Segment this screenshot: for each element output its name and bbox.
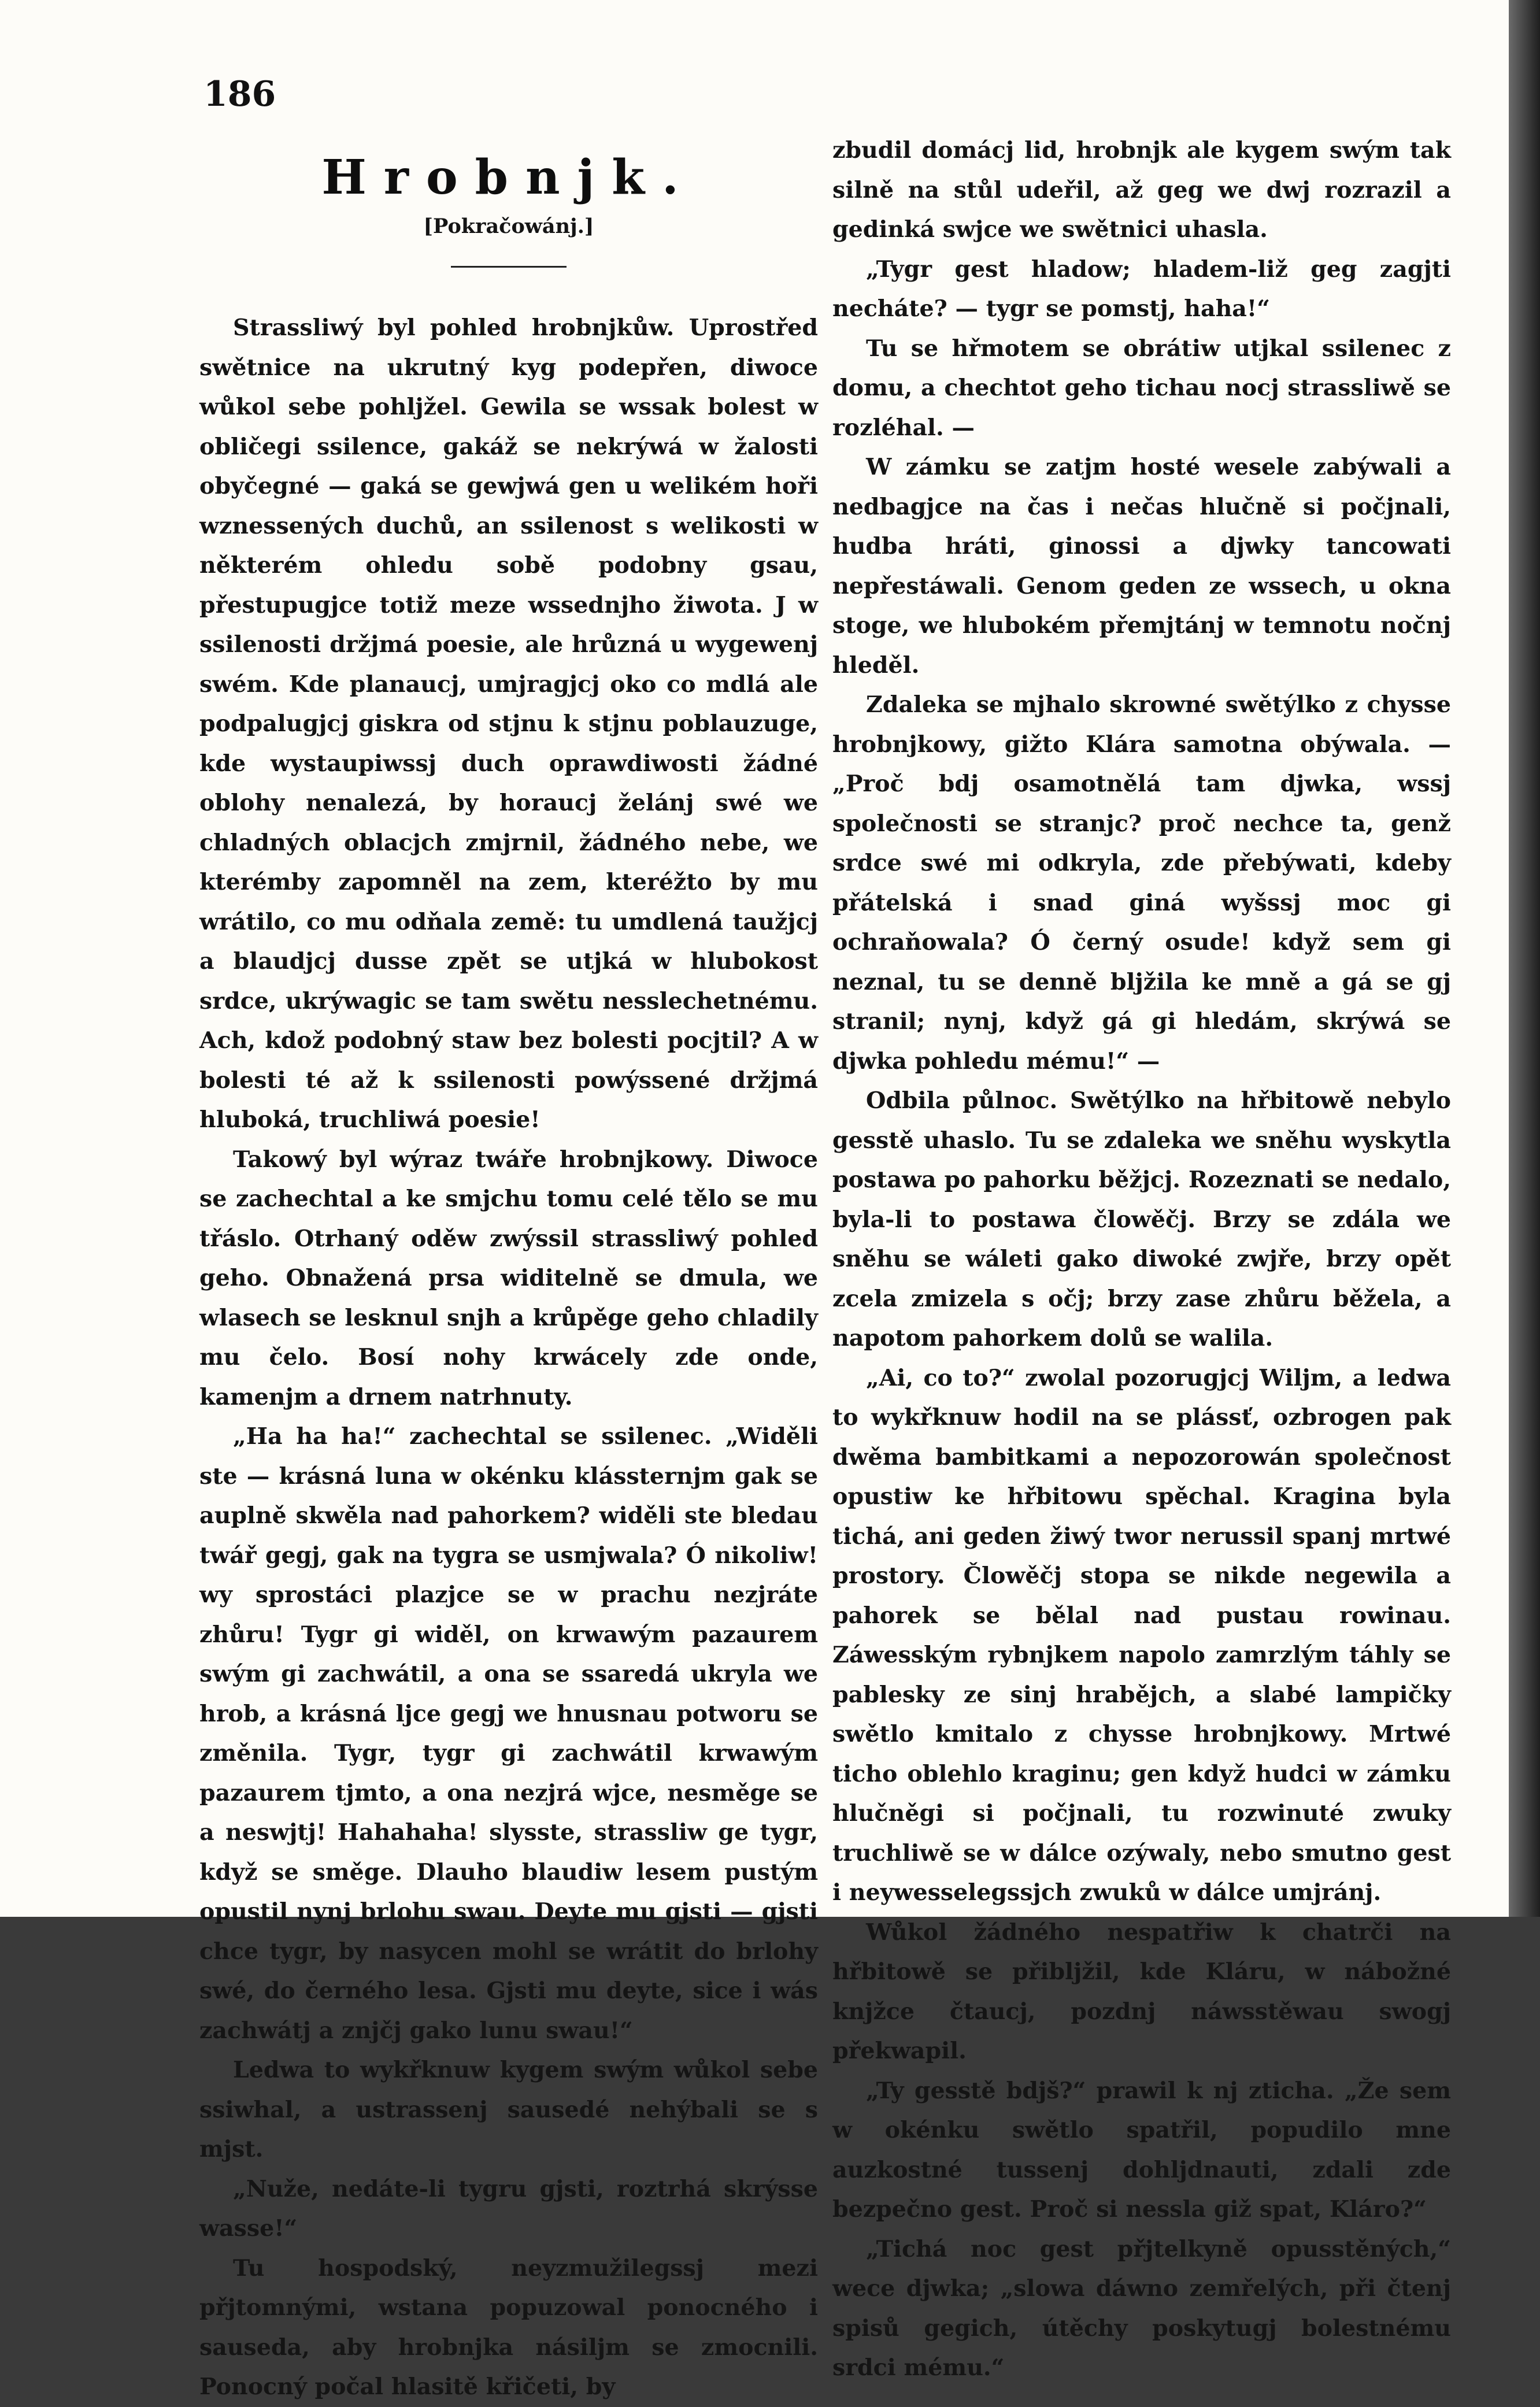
title-divider <box>451 266 567 268</box>
paragraph: „Ha ha ha!“ zachechtal se ssilenec. „Widěli ste — krásná luna w okénku klássternjm gak se auplně skwěla nad pahorkem? widěli ste bledau twář gegj, gak na tygra se usmjwala? Ó nikoliw! wy sprostáci plazjce se w prachu nezjráte zhůru! Tygr gi widěl, on krwawým pazaurem swým gi zachwátil, a ona se ssaredá ukryla we hrob, a krásná ljce gegj we hnusnau potworu se změnila. Tygr, tygr gi zachwátil krwawým pazaurem tjmto, a ona nezjrá wjce, nesměge se a neswjtj! Hahahaha! slysste, strassliw ge tygr, když se směge. Dlauho blaudiw lesem pustým opustil nynj brlohu swau. Deyte mu gjsti — gjsti chce tygr, by nasycen mohl se wrátit do brlohy swé, do černého lesa. Gjsti mu deyte, sice i wás zachwátj a znjčj gako lunu swau!“ <box>199 1423 818 2044</box>
paragraph: „Tichá noc gest přjtelkyně opusstěných,“ wece djwka; „slowa dáwno zemřelých, při čtenj spisů gegich, útěchy poskytugj bolestnému srdci mému.“ <box>832 2235 1451 2381</box>
paragraph: Wůkol žádného nespatřiw k chatrči na hřbitowě se přibljžil, kde Kláru, w nábožné knjžce čtaucj, pozdnj náwsstěwau swogj překwapil. <box>832 1919 1451 2064</box>
paragraph: Odbila půlnoc. Swětýlko na hřbitowě nebylo gesstě uhaslo. Tu se zdaleka we sněhu wyskytla postawa po pahorku běžjcj. Rozeznati se nedalo, byla-li to postawa člowěčj. Brzy se zdála we sněhu se wáleti gako diwoké zwjře, brzy opět zcela zmizela s očj; brzy zase zhůru běžela, a napotom pahorkem dolů se walila. <box>832 1087 1451 1351</box>
paragraph: Zdaleka se mjhalo skrowné swětýlko z chysse hrobnjkowy, gižto Klára samotna obýwala. — „Proč bdj osamotnělá tam djwka, wssj společnosti se stranjc? proč nechce ta, genž srdce swé mi odkryla, zde přebýwati, kdeby přátelská i snad giná wyšssj moc gi ochraňowala? Ó černý osude! když sem gi neznal, tu se denně bljžila ke mně a gá se gj stranil; nynj, když gá gi hledám, skrýwá se djwka pohledu mému!“ — <box>832 691 1451 1075</box>
right-column <box>832 131 1451 2388</box>
paragraph: Strassliwý byl pohled hrobnjkůw. Uprostřed swětnice na ukrutný kyg podepřen, diwoce wůkol sebe pohljžel. Gewila se wssak bolest w obličegi ssilence, gakáž se nekrýwá w žalosti obyčegné — gaká se gewjwá gen u welikém hoři wznessených duchů, an ssilenost s welikosti w některém ohledu sobě podobny gsau, přestupugjce totiž meze wssednjho žiwota. J w ssilenosti držjmá poesie, ale hrůzná u wygewenj swém. Kde planaucj, umjragjcj oko co mdlá ale podpalugjcj giskra od stjnu k stjnu poblauzuge, kde wystaupiwssj duch oprawdiwosti žádné oblohy nenalezá, by horaucj želánj swé we chladných oblacjch zmjrnil, žádného nebe, we kterémby zapomněl na zem, kteréžto by mu wrátilo, co mu odňala země: tu umdlená taužjcj a blaudjcj dusse zpět se utjká w hlubokost srdce, ukrýwagic se tam swětu nesslechetnému. Ach, kdož podobný staw bez bolesti pocjtil? A w bolesti té až k ssilenosti powýssené držjmá hluboká, truchliwá poesie! <box>199 314 818 1133</box>
paragraph: „Tygr gest hladow; hladem-liž geg zagjti necháte? — tygr se pomstj, haha!“ <box>832 255 1451 322</box>
scan-edge-shadow <box>1509 0 1540 1917</box>
article-title: Hrobnjk. <box>321 150 696 205</box>
page-number: 186 <box>203 74 276 114</box>
paragraph: „Ty gesstě bdjš?“ prawil k nj zticha. „Že sem w okénku swětlo spatřil, popudilo mne auzkostné tussenj dohljdnauti, zdali zde bezpečno gest. Proč si nessla giž spat, Kláro?“ <box>832 2077 1451 2223</box>
left-column <box>199 128 818 2407</box>
paragraph: zbudil domácj lid, hrobnjk ale kygem swým tak silně na stůl udeřil, až geg we dwj rozrazil a gedinká swjce we swětnici uhasla. <box>832 137 1451 243</box>
paragraph: „Nuže, nedáte-li tygru gjsti, roztrhá skrýsse wasse!“ <box>199 2175 818 2242</box>
article-subtitle: [Pokračowánj.] <box>423 214 594 238</box>
paragraph: Tu hospodský, neyzmužilegssj mezi přjtomnými, wstana popuzowal ponocného i sauseda, aby hrobnjka násiljm se zmocnili. Ponocný počal hlasitě křičeti, by <box>199 2254 818 2400</box>
paragraph: W zámku se zatjm hosté wesele zabýwali a nedbagjce na čas i nečas hlučně si počjnali, hudba hráti, ginossi a djwky tancowati nepřestáwali. Genom geden ze wssech, u okna stoge, we hlubokém přemjtánj w temnotu nočnj hleděl. <box>832 454 1451 679</box>
paragraph: Takowý byl wýraz twáře hrobnjkowy. Diwoce se zachechtal a ke smjchu tomu celé tělo se mu třáslo. Otrhaný oděw zwýssil strassliwý pohled geho. Obnažená prsa widitelně se dmula, we wlasech se lesknul snjh a krůpěge geho chladily mu čelo. Bosí nohy krwácely zde onde, kamenjm a drnem natrhnuty. <box>199 1146 818 1410</box>
paragraph: „Ai, co to?“ zwolal pozorugjcj Wiljm, a ledwa to wykřknuw hodil na se plássť, ozbrogen pak dwěma bambitkami a nepozorowán společnost opustiw ke hřbitowu spěchal. Kragina byla tichá, ani geden žiwý twor nerussil spanj mrtwé prostory. Člowěčj stopa se nikde negewila a pahorek se bělal nad pustau rowinau. Záwesským rybnjkem napolo zamrzlým táhly se pablesky ze sinj hrabějch, a slabé lampičky swětlo kmitalo z chysse hrobnjkowy. Mrtwé ticho oblehlo kraginu; gen když hudci w zámku hlučněgi si počjnali, tu rozwinuté zwuky truchliwě se w dálce ozýwaly, nebo smutno gest i neywesselegssjch zwuků w dálce umjránj. <box>832 1364 1451 1906</box>
paragraph: Tu se hřmotem se obrátiw utjkal ssilenec z domu, a chechtot geho tichau nocj strassliwě se rozléhal. — <box>832 335 1451 441</box>
paragraph: Ledwa to wykřknuw kygem swým wůkol sebe ssiwhal, a ustrassenj sausedé nehýbali se s mjst. <box>199 2057 818 2162</box>
